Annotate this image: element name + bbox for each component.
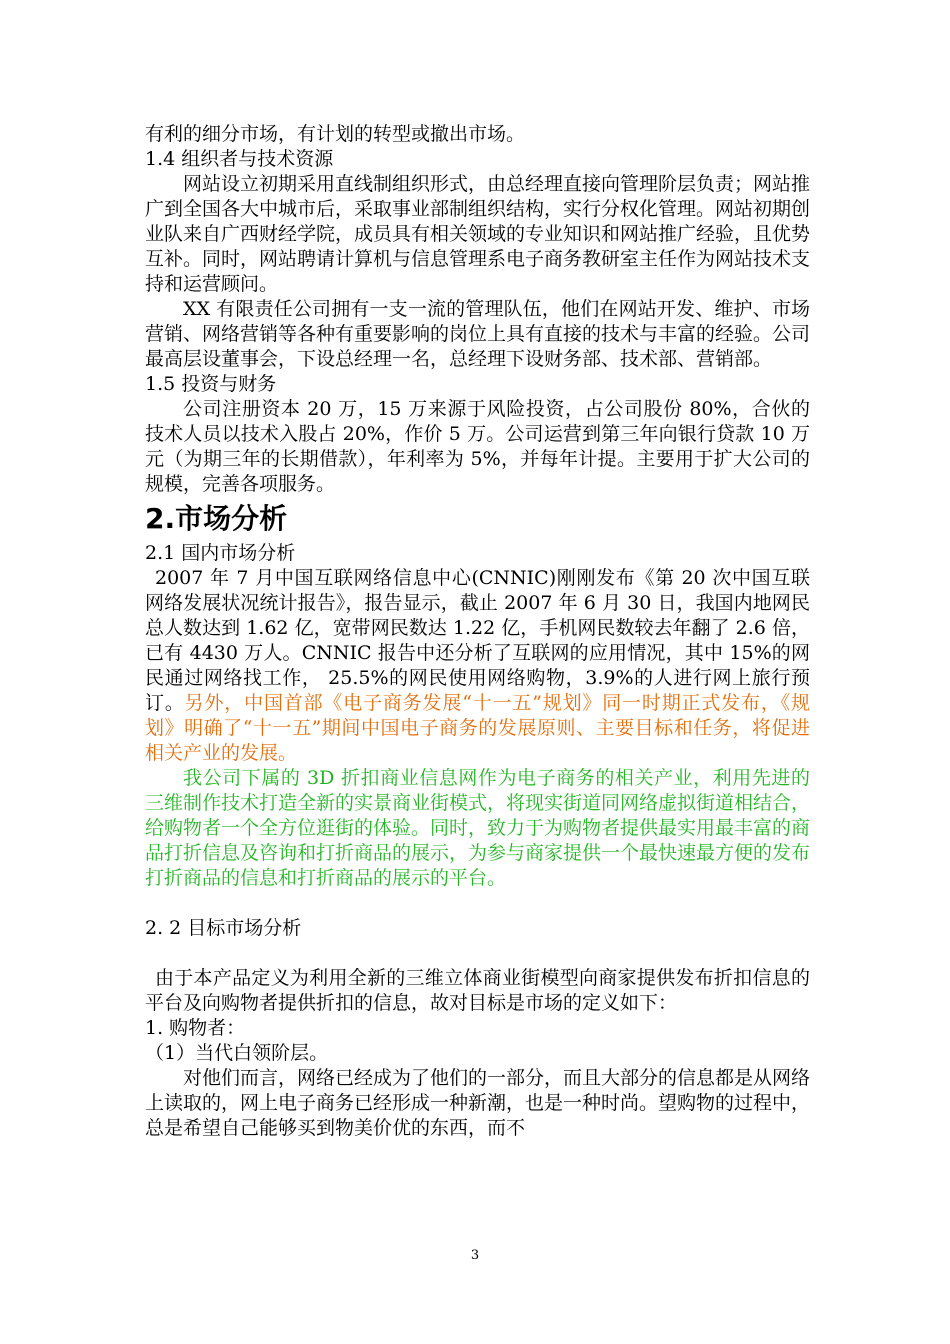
- section-heading-1-4: 1.4 组织者与技术资源: [145, 148, 334, 170]
- list-item-white-collar: （1）当代白领阶层。: [145, 1042, 329, 1064]
- paragraph-target-market: 由于本产品定义为利用全新的三维立体商业街模型向商家提供发布折扣信息的平台及向购物者提供折扣的信息，故对目标是市场的定义如下：: [145, 967, 810, 1014]
- paragraph-domestic-market: [145, 566, 810, 766]
- spacer: [145, 941, 810, 966]
- spacer: [145, 891, 810, 916]
- paragraph-organization: 网站设立初期采用直线制组织形式，由总经理直接向管理阶层负责；网站推广到全国各大中城市后，采取事业部制组织结构，实行分权化管理。网站初期创业队来自广西财经学院，成员具有相关领域的专业知识和网站推广经验，且优势互补。同时，网站聘请计算机与信息管理系电子商务教研室主任作为网站技术支持和运营顾问。: [145, 173, 811, 295]
- chapter-heading-market-analysis: 2.市场分析: [145, 502, 288, 535]
- section-heading-1-5: 1.5 投资与财务: [145, 373, 277, 395]
- section-heading-2-1: 2.1 国内市场分析: [145, 542, 296, 564]
- paragraph-investment: 公司注册资本 20 万，15 万来源于风险投资，占公司股份 80%，合伙的技术人员以技术入股占 20%，作价 5 万。公司运营到第三年向银行贷款 10 万元（为期三年的长期借款），年利率为 5%，并每年计提。主要用于扩大公司的规模，完善各项服务。: [145, 398, 810, 495]
- paragraph-white-collar: 对他们而言，网络已经成为了他们的一部分，而且大部分的信息都是从网络上读取的，网上电子商务已经形成一种新潮，也是一种时尚。望购物的过程中，总是希望自己能够买到物美价优的东西，而不: [145, 1067, 811, 1139]
- document-body: [145, 122, 810, 1141]
- paragraph-company-3d-network: 我公司下属的 3D 折扣商业信息网作为电子商务的相关产业，利用先进的三维制作技术打造全新的实景商业街模式，将现实街道同网络虚拟街道相结合，给购物者一个全方位逛街的体验。同时，致力于为购物者提供最实用最丰富的商品打折信息及咨询和打折商品的展示，为参与商家提供一个最快速最方便的发布打折商品的信息和打折商品的展示的平台。: [145, 767, 811, 889]
- page-number: 3: [470, 1248, 480, 1263]
- domestic-market-text: 2007 年 7 月中国互联网络信息中心(CNNIC)刚刚发布《第 20 次中国互联网络发展状况统计报告》，报告显示，截止 2007 年 6 月 30 日，我国内地网民总人数达到 1.62 亿，宽带网民数达 1.22 亿，手机网民数较去年翻了 2.6 倍，已有 4430 万人。CNNIC 报告中还分析了互联网的应用情况，其中 15%的网民通过网络找工作， 25.5%的网民使用网络购物，3.9%的人进行网上旅行预订。: [145, 567, 810, 714]
- paragraph-management-team: XX 有限责任公司拥有一支一流的管理队伍，他们在网站开发、维护、市场营销、网络营销等各种有重要影响的岗位上具有直接的技术与丰富的经验。公司最高层设董事会，下设总经理一名，总经理下设财务部、技术部、营销部。: [145, 298, 811, 370]
- section-heading-2-2: 2. 2 目标市场分析: [145, 917, 302, 939]
- paragraph-continued: 有利的细分市场，有计划的转型或撤出市场。: [145, 123, 526, 145]
- list-item-shoppers: 1. 购物者：: [145, 1017, 246, 1039]
- ecommerce-plan-text: 另外，中国首部《电子商务发展“十一五”规划》同一时期正式发布，《规划》明确了“十一五”期间中国电子商务的发展原则、主要目标和任务，将促进相关产业的发展。: [145, 692, 810, 764]
